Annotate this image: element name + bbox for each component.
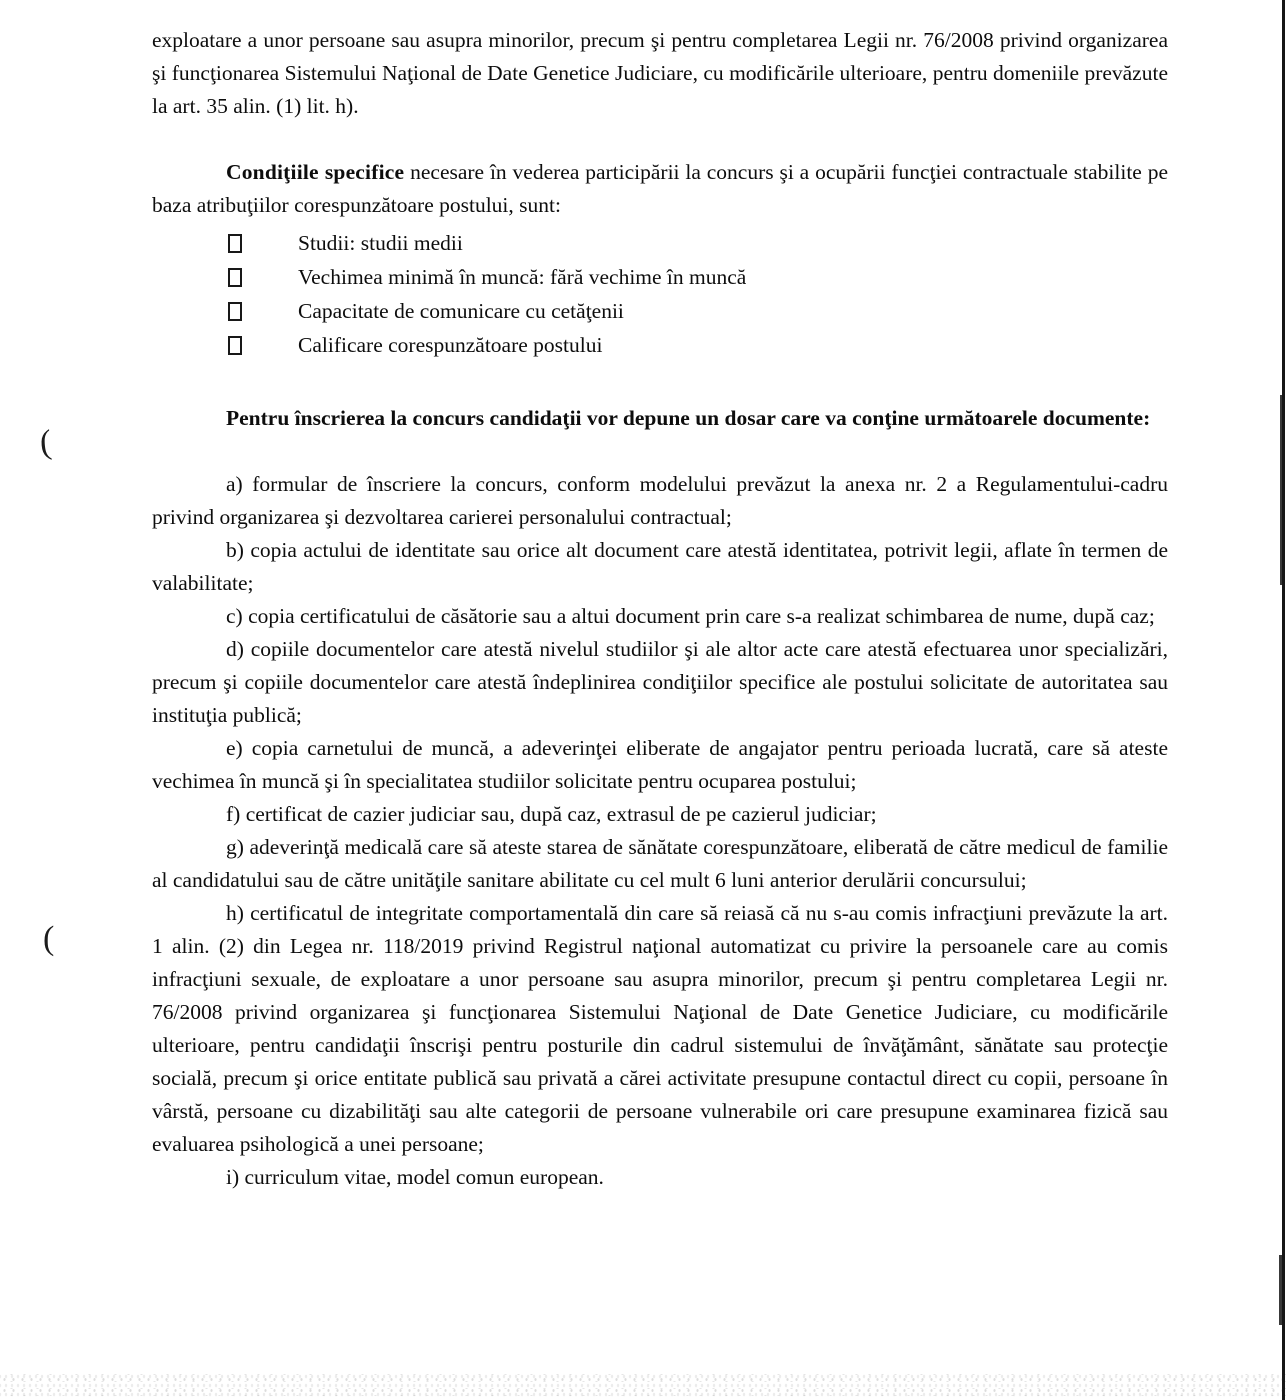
document-item-g: g) adeverinţă medicală care să ateste starea de sănătate corespunzătoare, eliberată de către medicul de familie al candidatului sau de către unităţile sanitare abilitate cu cel mult 6 luni anterior derulării concursului; <box>152 835 1168 892</box>
list-item-label: Capacitate de comunicare cu cetăţenii <box>298 298 624 323</box>
paragraph-intro: exploatare a unor persoane sau asupra minorilor, precum şi pentru completarea Legii nr. 76/2008 privind organizarea şi funcţionarea Sistemului Naţional de Date Genetice Judiciare, cu modificările ulterioare, pentru domeniile prevăzute la art. 35 alin. (1) lit. h). <box>152 28 1168 118</box>
scan-artifact <box>1279 1255 1285 1325</box>
document-item-c: c) copia certificatului de căsătorie sau a altui document prin care s-a realizat schimbarea de nume, după caz; <box>226 604 1155 628</box>
document-item-a: a) formular de înscriere la concurs, conform modelului prevăzut la anexa nr. 2 a Regulamentului-cadru privind organizarea şi dezvoltarea carierei personalului contractual; <box>152 472 1168 529</box>
document-text-block <box>152 24 1168 1194</box>
document-item-d: d) copiile documentelor care atestă nivelul studiilor şi ale altor acte care atestă efectuarea unor specializări, precum şi copiile documentelor care atestă îndeplinirea condiţiilor specifice ale postului solicitate de autoritatea sau instituţia publică; <box>152 637 1168 727</box>
bullet-box-icon <box>228 268 242 287</box>
handwritten-paren-mark: ( <box>38 423 53 462</box>
document-item-b: b) copia actului de identitate sau orice alt document care atestă identitatea, potrivit legii, aflate în termen de valabilitate; <box>152 538 1168 595</box>
paragraph-enrollment-lead: Pentru înscrierea la concurs candidaţii vor depune un dosar care va conţine următoarele documente: <box>226 406 1151 430</box>
scan-edge-line <box>1282 0 1285 1400</box>
scan-noise-band <box>0 1372 1286 1400</box>
list-item <box>152 226 1168 260</box>
list-item <box>152 260 1168 294</box>
conditions-list <box>152 226 1168 362</box>
handwritten-paren-mark: ( <box>43 920 55 957</box>
document-item-f: f) certificat de cazier judiciar sau, după caz, extrasul de pe cazierul judiciar; <box>226 802 877 826</box>
list-item-label: Vechimea minimă în muncă: fără vechime în muncă <box>298 264 747 289</box>
list-item-label: Calificare corespunzătoare postului <box>298 332 603 357</box>
document-item-i: i) curriculum vitae, model comun european. <box>226 1165 604 1189</box>
list-item <box>152 328 1168 362</box>
document-item-h: h) certificatul de integritate comportamentală din care să reiasă că nu s-au comis infracţiuni prevăzute la art. 1 alin. (2) din Legea nr. 118/2019 privind Registrul naţional automatizat cu privire la persoanele care au comis infracţiuni sexuale, de exploatare a unor persoane sau asupra minorilor, precum şi pentru completarea Legii nr. 76/2008 privind organizarea şi funcţionarea Sistemului Naţional de Date Genetice Judiciare, cu modificările ulterioare, pentru candidaţii înscrişi pentru posturile din cadrul sistemului de învăţământ, sănătate sau protecţie socială, precum şi orice entitate publică sau privată a cărei activitate presupune contactul direct cu copii, persoane în vârstă, persoane cu dizabilităţi sau alte categorii de persoane vulnerabile ori care presupune examinarea fizică sau evaluarea psihologică a unei persoane; <box>152 901 1168 1156</box>
bullet-box-icon <box>228 302 242 321</box>
paragraph-conditions-lead <box>152 156 1168 222</box>
list-item-label: Studii: studii medii <box>298 230 463 255</box>
scan-artifact <box>1280 395 1285 585</box>
list-item <box>152 294 1168 328</box>
bullet-box-icon <box>228 336 242 355</box>
document-item-e: e) copia carnetului de muncă, a adeverinţei eliberate de angajator pentru perioada lucrată, care să ateste vechimea în muncă şi în specialitatea studiilor solicitate pentru ocuparea postului; <box>152 736 1168 793</box>
conditions-lead-bold-text: Condiţiile specifice <box>226 160 405 184</box>
bullet-box-icon <box>228 234 242 253</box>
conditions-lead-rest-text: necesare în vederea participării la concurs şi a ocupării funcţiei contractuale stabilite pe baza atribuţiilor corespunzătoare postului, sunt: <box>152 160 1168 217</box>
